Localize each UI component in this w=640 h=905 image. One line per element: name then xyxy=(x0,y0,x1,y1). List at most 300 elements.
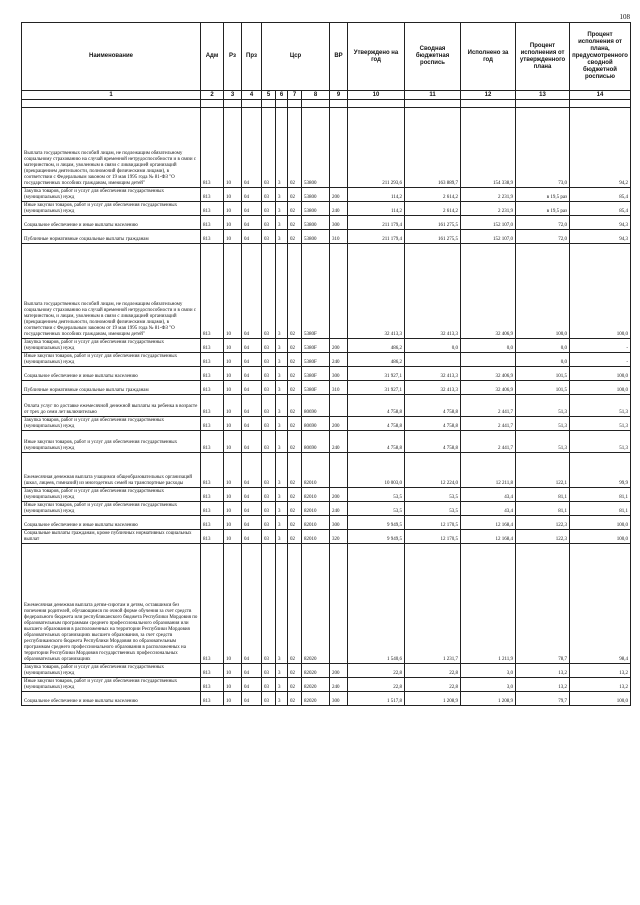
row-prz: 04 xyxy=(242,502,262,516)
row-adm: 813 xyxy=(201,188,224,202)
row-prz: 04 xyxy=(242,544,262,664)
row-prz: 04 xyxy=(242,488,262,502)
spacer-cell xyxy=(288,100,302,108)
row-csr-3: 02 xyxy=(288,339,302,353)
row-csr-2: 3 xyxy=(276,202,288,216)
row-pct-approved: 73,0 xyxy=(516,108,570,188)
row-name: Закупка товаров, работ и услуг для обеспечения государственных (муниципальных) нужд xyxy=(22,417,201,431)
row-pct-summary: - xyxy=(570,353,631,367)
row-pct-approved: 101,5 xyxy=(516,381,570,395)
page-number: 108 xyxy=(619,13,630,21)
row-summary: 4 758,8 xyxy=(405,417,461,431)
row-pct-summary: 100,0 xyxy=(570,516,631,530)
row-csr-1: 03 xyxy=(262,516,276,530)
table-row xyxy=(22,216,631,230)
row-csr-3: 02 xyxy=(288,516,302,530)
row-rz: 10 xyxy=(224,502,242,516)
row-pct-approved: 51,3 xyxy=(516,417,570,431)
column-number: 1 xyxy=(22,91,201,100)
row-name: Социальное обеспечение и иные выплаты населению xyxy=(22,692,201,706)
row-approved: 53,5 xyxy=(348,488,405,502)
header-adm: Адм xyxy=(201,23,224,91)
row-name: Закупка товаров, работ и услуг для обеспечения государственных (муниципальных) нужд xyxy=(22,488,201,502)
row-vr: 300 xyxy=(330,216,348,230)
row-adm: 813 xyxy=(201,367,224,381)
row-csr-1: 03 xyxy=(262,453,276,488)
row-approved: 1 517,8 xyxy=(348,692,405,706)
row-approved: 31 927,1 xyxy=(348,381,405,395)
table-row xyxy=(22,417,631,431)
header-prz: Прз xyxy=(242,23,262,91)
row-summary: 161 275,5 xyxy=(405,216,461,230)
row-vr xyxy=(330,244,348,339)
table-row xyxy=(22,664,631,678)
row-rz: 10 xyxy=(224,230,242,244)
row-csr-1: 03 xyxy=(262,367,276,381)
row-vr: 240 xyxy=(330,431,348,453)
row-csr-4: 82020 xyxy=(302,678,330,692)
row-prz: 04 xyxy=(242,417,262,431)
row-csr-4: 80690 xyxy=(302,417,330,431)
row-approved: 22,8 xyxy=(348,664,405,678)
row-vr: 200 xyxy=(330,488,348,502)
row-pct-summary: 51,3 xyxy=(570,417,631,431)
row-approved: 9 949,5 xyxy=(348,530,405,544)
row-rz: 10 xyxy=(224,488,242,502)
row-vr xyxy=(330,108,348,188)
row-approved: 114,2 xyxy=(348,188,405,202)
row-csr-1: 03 xyxy=(262,216,276,230)
table-row xyxy=(22,692,631,706)
row-adm: 813 xyxy=(201,431,224,453)
row-summary: 163 889,7 xyxy=(405,108,461,188)
table-row xyxy=(22,244,631,339)
row-pct-summary: 51,3 xyxy=(570,395,631,417)
row-pct-summary: 85,4 xyxy=(570,202,631,216)
row-approved: 31 927,1 xyxy=(348,367,405,381)
row-csr-2: 3 xyxy=(276,544,288,664)
row-executed: 43,4 xyxy=(461,502,516,516)
row-csr-4: 53800 xyxy=(302,216,330,230)
row-vr: 200 xyxy=(330,417,348,431)
row-approved: 4 758,8 xyxy=(348,431,405,453)
row-csr-3: 02 xyxy=(288,453,302,488)
row-csr-4: 82020 xyxy=(302,692,330,706)
row-executed: 1 211,9 xyxy=(461,544,516,664)
row-executed: 152 107,0 xyxy=(461,216,516,230)
row-adm: 813 xyxy=(201,544,224,664)
row-approved: 53,5 xyxy=(348,502,405,516)
spacer-cell xyxy=(262,100,276,108)
row-prz: 04 xyxy=(242,230,262,244)
row-csr-2: 3 xyxy=(276,188,288,202)
row-csr-1: 03 xyxy=(262,395,276,417)
row-name: Социальное обеспечение и иные выплаты населению xyxy=(22,216,201,230)
row-rz: 10 xyxy=(224,188,242,202)
row-rz: 10 xyxy=(224,108,242,188)
row-summary: 22,8 xyxy=(405,664,461,678)
row-summary: 1 231,7 xyxy=(405,544,461,664)
row-summary: 1 208,9 xyxy=(405,692,461,706)
row-pct-summary: 94,3 xyxy=(570,230,631,244)
row-csr-3: 02 xyxy=(288,544,302,664)
column-number: 9 xyxy=(330,91,348,100)
row-approved: 32 413,3 xyxy=(348,244,405,339)
row-summary: 32 413,3 xyxy=(405,367,461,381)
row-csr-1: 03 xyxy=(262,530,276,544)
row-approved: 114,2 xyxy=(348,202,405,216)
row-csr-3: 02 xyxy=(288,664,302,678)
row-name: Иные закупки товаров, работ и услуг для обеспечения государственных (муниципальных) нужд xyxy=(22,678,201,692)
table-row xyxy=(22,395,631,417)
row-prz: 04 xyxy=(242,431,262,453)
row-csr-2: 3 xyxy=(276,367,288,381)
row-csr-2: 3 xyxy=(276,431,288,453)
row-csr-1: 03 xyxy=(262,381,276,395)
row-pct-summary: 98,4 xyxy=(570,544,631,664)
table-row xyxy=(22,367,631,381)
spacer-cell xyxy=(516,100,570,108)
row-executed: 2 441,7 xyxy=(461,395,516,417)
row-executed: 152 107,0 xyxy=(461,230,516,244)
row-pct-summary: 100,0 xyxy=(570,381,631,395)
row-csr-3: 02 xyxy=(288,417,302,431)
header-pct-approved: Процент исполнения от утвержденного плана xyxy=(516,23,570,91)
row-prz: 04 xyxy=(242,395,262,417)
row-csr-2: 3 xyxy=(276,244,288,339)
table-row xyxy=(22,516,631,530)
row-prz: 04 xyxy=(242,664,262,678)
header-vr: ВР xyxy=(330,23,348,91)
row-csr-1: 03 xyxy=(262,678,276,692)
row-adm: 813 xyxy=(201,381,224,395)
column-number: 4 xyxy=(242,91,262,100)
row-csr-1: 03 xyxy=(262,431,276,453)
row-prz: 04 xyxy=(242,202,262,216)
spacer-cell xyxy=(224,100,242,108)
row-csr-4: 53800 xyxy=(302,230,330,244)
row-csr-3: 02 xyxy=(288,678,302,692)
row-csr-4: 5380F xyxy=(302,381,330,395)
row-name: Публичные нормативные социальные выплаты гражданам xyxy=(22,381,201,395)
row-name: Ежемесячная денежная выплата учащимся общеобразовательных организаций (школ, лицеев, гимназий) из многодетных семей на транспортные расходы xyxy=(22,453,201,488)
row-csr-1: 03 xyxy=(262,488,276,502)
row-name: Иные закупки товаров, работ и услуг для обеспечения государственных (муниципальных) нужд xyxy=(22,353,201,367)
row-summary: 161 275,5 xyxy=(405,230,461,244)
row-pct-approved: 13,2 xyxy=(516,664,570,678)
row-executed: 43,4 xyxy=(461,488,516,502)
table-row xyxy=(22,678,631,692)
row-executed: 0,0 xyxy=(461,339,516,353)
row-summary: 53,5 xyxy=(405,502,461,516)
row-csr-1: 03 xyxy=(262,502,276,516)
header-approved: Утверждено на год xyxy=(348,23,405,91)
row-name: Оплата услуг по доставке ежемесячной денежной выплаты на ребенка в возрасте от трех до семи лет включительно xyxy=(22,395,201,417)
row-csr-1: 03 xyxy=(262,417,276,431)
row-approved: 22,8 xyxy=(348,678,405,692)
row-rz: 10 xyxy=(224,431,242,453)
table-row xyxy=(22,339,631,353)
row-pct-approved: 101,5 xyxy=(516,367,570,381)
row-executed: 3,0 xyxy=(461,678,516,692)
row-adm: 813 xyxy=(201,502,224,516)
row-rz: 10 xyxy=(224,692,242,706)
row-vr: 300 xyxy=(330,692,348,706)
row-csr-4: 53800 xyxy=(302,202,330,216)
row-summary: 12 224,0 xyxy=(405,453,461,488)
table-row xyxy=(22,381,631,395)
row-vr: 240 xyxy=(330,353,348,367)
row-adm: 813 xyxy=(201,664,224,678)
row-csr-4: 80690 xyxy=(302,431,330,453)
table-row xyxy=(22,453,631,488)
row-adm: 813 xyxy=(201,108,224,188)
row-csr-2: 3 xyxy=(276,417,288,431)
row-pct-summary: 81,1 xyxy=(570,502,631,516)
header-name: Наименование xyxy=(22,23,201,91)
row-rz: 10 xyxy=(224,381,242,395)
row-pct-summary: 85,4 xyxy=(570,188,631,202)
row-prz: 04 xyxy=(242,516,262,530)
row-vr: 200 xyxy=(330,339,348,353)
table-row xyxy=(22,202,631,216)
row-executed: 12 211,8 xyxy=(461,453,516,488)
spacer-cell xyxy=(348,100,405,108)
row-pct-summary: 94,3 xyxy=(570,216,631,230)
row-adm: 813 xyxy=(201,395,224,417)
spacer-cell xyxy=(302,100,330,108)
row-pct-approved: в 19,5 раз xyxy=(516,188,570,202)
row-name: Выплата государственных пособий лицам, не подлежащим обязательному социальному страхованию на случай временной нетрудоспособности и в связи с материнством, и лицам, уволенным в связи с ликвидацией организаций (прекращением деятельности, полномочий физическими лицами), в соответствии с Федеральным законом от 19 мая 1995 года № 81-ФЗ "О государственных пособиях гражданам, имеющим детей" xyxy=(22,244,201,339)
row-csr-4: 5380F xyxy=(302,339,330,353)
row-csr-4: 5380F xyxy=(302,244,330,339)
row-pct-summary: 13,2 xyxy=(570,678,631,692)
row-csr-2: 3 xyxy=(276,502,288,516)
row-csr-4: 82010 xyxy=(302,502,330,516)
spacer-cell xyxy=(405,100,461,108)
column-number: 2 xyxy=(201,91,224,100)
row-csr-1: 03 xyxy=(262,664,276,678)
row-csr-4: 53800 xyxy=(302,188,330,202)
row-csr-3: 02 xyxy=(288,230,302,244)
row-summary xyxy=(405,353,461,367)
row-name: Закупка товаров, работ и услуг для обеспечения государственных (муниципальных) нужд xyxy=(22,339,201,353)
spacer-cell xyxy=(461,100,516,108)
row-vr xyxy=(330,453,348,488)
row-adm: 813 xyxy=(201,202,224,216)
row-rz: 10 xyxy=(224,544,242,664)
row-csr-3: 02 xyxy=(288,216,302,230)
row-pct-summary: - xyxy=(570,339,631,353)
row-adm: 813 xyxy=(201,516,224,530)
row-prz: 04 xyxy=(242,453,262,488)
row-summary: 4 758,8 xyxy=(405,431,461,453)
row-rz: 10 xyxy=(224,202,242,216)
row-pct-summary: 51,3 xyxy=(570,431,631,453)
table-row xyxy=(22,188,631,202)
row-adm: 813 xyxy=(201,339,224,353)
row-pct-approved: 72,0 xyxy=(516,216,570,230)
row-executed: 2 441,7 xyxy=(461,431,516,453)
row-csr-2: 3 xyxy=(276,664,288,678)
row-name: Публичные нормативные социальные выплаты гражданам xyxy=(22,230,201,244)
row-rz: 10 xyxy=(224,244,242,339)
row-csr-2: 3 xyxy=(276,530,288,544)
table-row xyxy=(22,530,631,544)
row-vr: 240 xyxy=(330,202,348,216)
row-approved: 211 179,4 xyxy=(348,230,405,244)
header-pct-summary: Процент исполнения от плана, предусмотренного сводной бюджетной росписью xyxy=(570,23,631,91)
row-csr-3: 02 xyxy=(288,353,302,367)
row-summary: 53,5 xyxy=(405,488,461,502)
row-pct-approved: 81,1 xyxy=(516,488,570,502)
row-summary: 12 170,5 xyxy=(405,516,461,530)
row-csr-1: 03 xyxy=(262,692,276,706)
row-summary: 2 614,2 xyxy=(405,188,461,202)
row-rz: 10 xyxy=(224,516,242,530)
row-csr-1: 03 xyxy=(262,188,276,202)
row-approved: 1 540,6 xyxy=(348,544,405,664)
row-csr-3: 02 xyxy=(288,395,302,417)
row-vr: 200 xyxy=(330,664,348,678)
row-csr-2: 3 xyxy=(276,108,288,188)
row-csr-4: 5380F xyxy=(302,367,330,381)
row-csr-3: 02 xyxy=(288,244,302,339)
column-number: 6 xyxy=(276,91,288,100)
row-name: Закупка товаров, работ и услуг для обеспечения государственных (муниципальных) нужд xyxy=(22,188,201,202)
row-executed: 32 406,9 xyxy=(461,244,516,339)
row-executed: 12 168,4 xyxy=(461,516,516,530)
row-pct-approved: 13,2 xyxy=(516,678,570,692)
row-csr-4: 5380F xyxy=(302,353,330,367)
row-prz: 04 xyxy=(242,678,262,692)
column-number: 11 xyxy=(405,91,461,100)
row-csr-3: 02 xyxy=(288,502,302,516)
spacer-row xyxy=(22,100,631,108)
row-csr-1: 03 xyxy=(262,244,276,339)
row-csr-2: 3 xyxy=(276,453,288,488)
column-number: 8 xyxy=(302,91,330,100)
spacer-cell xyxy=(22,100,201,108)
row-pct-summary: 100,0 xyxy=(570,367,631,381)
row-prz: 04 xyxy=(242,367,262,381)
row-approved: 486,2 xyxy=(348,339,405,353)
row-executed: 32 406,9 xyxy=(461,381,516,395)
row-pct-approved: 122,3 xyxy=(516,530,570,544)
table-row xyxy=(22,353,631,367)
row-prz: 04 xyxy=(242,381,262,395)
header-summary: Сводная бюджетная роспись xyxy=(405,23,461,91)
row-rz: 10 xyxy=(224,216,242,230)
row-executed: 3,0 xyxy=(461,664,516,678)
row-csr-4: 53800 xyxy=(302,108,330,188)
row-csr-2: 3 xyxy=(276,395,288,417)
row-csr-2: 3 xyxy=(276,678,288,692)
row-pct-approved: 122,1 xyxy=(516,453,570,488)
row-vr: 300 xyxy=(330,516,348,530)
row-prz: 04 xyxy=(242,530,262,544)
row-pct-summary: 13,2 xyxy=(570,664,631,678)
spacer-cell xyxy=(330,100,348,108)
row-name: Иные закупки товаров, работ и услуг для обеспечения государственных (муниципальных) нужд xyxy=(22,502,201,516)
row-csr-2: 3 xyxy=(276,381,288,395)
row-csr-3: 02 xyxy=(288,188,302,202)
row-vr: 240 xyxy=(330,502,348,516)
table-header-row xyxy=(22,23,631,91)
row-executed: 1 208,9 xyxy=(461,692,516,706)
row-executed: 2 231,9 xyxy=(461,188,516,202)
row-executed xyxy=(461,353,516,367)
row-approved: 4 758,8 xyxy=(348,395,405,417)
row-csr-3: 02 xyxy=(288,367,302,381)
row-approved: 486,2 xyxy=(348,353,405,367)
row-executed: 32 406,9 xyxy=(461,367,516,381)
column-number: 3 xyxy=(224,91,242,100)
row-name: Ежемесячная денежная выплата детям-сиротам и детям, оставшимся без попечения родителей, обучающимся по очной форме обучения за счет средств федерального бюджета или республиканского бюджета Республики Мордовия по образовательным программам среднего профессионального образования или высшего образования в расположенных на территории Республики Мордовия образовательных организациях высшего образования, за счет средств республиканского бюджета Республики Мордовия по образовательным программам среднего профессионального образования в расположенных на территории Республики Мордовия государственных профессиональных образовательных организациях xyxy=(22,544,201,664)
row-csr-3: 02 xyxy=(288,431,302,453)
column-number: 13 xyxy=(516,91,570,100)
row-adm: 813 xyxy=(201,692,224,706)
row-rz: 10 xyxy=(224,395,242,417)
row-summary: 0,0 xyxy=(405,339,461,353)
header-executed: Исполнено за год xyxy=(461,23,516,91)
row-vr: 200 xyxy=(330,188,348,202)
table-row xyxy=(22,544,631,664)
row-csr-4: 82020 xyxy=(302,664,330,678)
row-pct-summary: 81,1 xyxy=(570,488,631,502)
row-pct-approved: 0,0 xyxy=(516,339,570,353)
row-csr-1: 03 xyxy=(262,230,276,244)
row-pct-approved: 78,7 xyxy=(516,544,570,664)
row-name: Закупка товаров, работ и услуг для обеспечения государственных (муниципальных) нужд xyxy=(22,664,201,678)
column-number: 14 xyxy=(570,91,631,100)
row-vr: 320 xyxy=(330,530,348,544)
row-rz: 10 xyxy=(224,664,242,678)
row-name: Социальное обеспечение и иные выплаты населению xyxy=(22,367,201,381)
column-number: 12 xyxy=(461,91,516,100)
row-adm: 813 xyxy=(201,353,224,367)
row-csr-3: 02 xyxy=(288,202,302,216)
row-csr-1: 03 xyxy=(262,108,276,188)
row-approved: 9 949,5 xyxy=(348,516,405,530)
row-csr-3: 02 xyxy=(288,692,302,706)
spacer-cell xyxy=(242,100,262,108)
row-csr-4: 82010 xyxy=(302,488,330,502)
spacer-cell xyxy=(201,100,224,108)
row-vr: 240 xyxy=(330,678,348,692)
row-csr-3: 02 xyxy=(288,381,302,395)
row-csr-3: 02 xyxy=(288,108,302,188)
row-pct-summary: 99,9 xyxy=(570,453,631,488)
table-row xyxy=(22,431,631,453)
row-csr-4: 80690 xyxy=(302,395,330,417)
row-csr-3: 02 xyxy=(288,488,302,502)
row-approved: 4 758,8 xyxy=(348,417,405,431)
row-adm: 813 xyxy=(201,678,224,692)
spacer-cell xyxy=(276,100,288,108)
row-rz: 10 xyxy=(224,678,242,692)
table-row xyxy=(22,230,631,244)
row-executed: 2 231,9 xyxy=(461,202,516,216)
row-summary: 32 413,3 xyxy=(405,244,461,339)
row-summary: 22,8 xyxy=(405,678,461,692)
row-csr-2: 3 xyxy=(276,488,288,502)
row-adm: 813 xyxy=(201,216,224,230)
row-csr-2: 3 xyxy=(276,339,288,353)
row-rz: 10 xyxy=(224,367,242,381)
row-adm: 813 xyxy=(201,488,224,502)
column-number-row xyxy=(22,91,631,100)
